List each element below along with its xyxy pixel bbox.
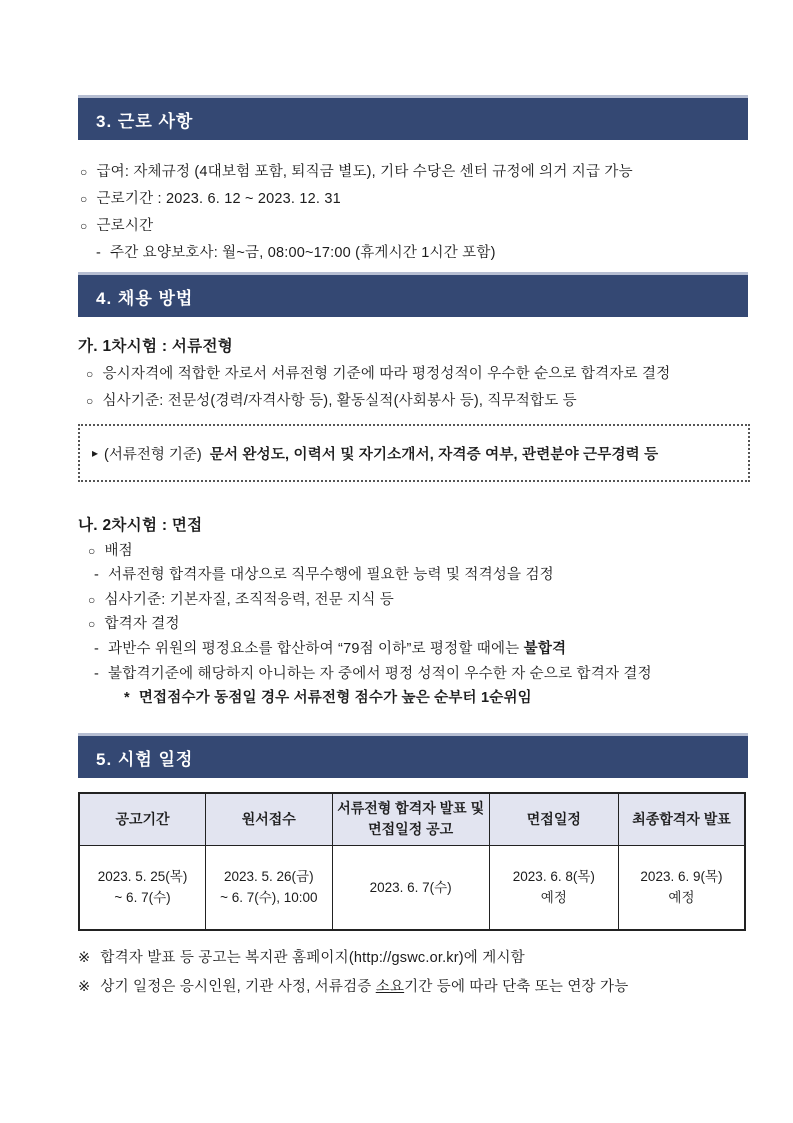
list-item-text: 배점 <box>104 542 133 559</box>
reference-mark-icon: ※ <box>78 950 91 966</box>
footnote-item <box>78 944 748 973</box>
section-title-work: 3. 근로 사항 <box>96 111 194 131</box>
circle-bullet-marker: ○ <box>80 192 88 206</box>
circle-bullet-marker: ○ <box>88 543 96 558</box>
dash-bullet-marker: - <box>94 567 100 584</box>
work-bullet-list <box>78 159 748 267</box>
circle-bullet-marker: ○ <box>86 367 94 381</box>
list-item <box>78 637 748 662</box>
table-header-row <box>79 793 745 845</box>
dash-bullet-marker: - <box>96 245 102 261</box>
list-item-text: 근로기간 : 2023. 6. 12 ~ 2023. 12. 31 <box>96 191 341 207</box>
list-item <box>78 662 748 687</box>
cell-doc-pass-announce: 2023. 6. 7(수) <box>332 845 489 930</box>
list-item <box>78 539 748 564</box>
circle-bullet-marker: ○ <box>88 592 96 607</box>
list-item <box>78 612 748 637</box>
col-header-final-announce: 최종합격자 발표 <box>618 793 745 845</box>
section-title-recruit: 4. 채용 방법 <box>96 288 194 308</box>
list-item-text: 심사기준: 기본자질, 조직적응력, 전문 지식 등 <box>104 591 395 608</box>
list-item-text: 과반수 위원의 평정요소를 합산하여 “79점 이하”로 평정할 때에는 불합격 <box>108 640 567 657</box>
list-item <box>78 186 748 213</box>
list-item <box>78 563 748 588</box>
criteria-box <box>78 424 750 482</box>
footnote-text: 상기 일정은 응시인원, 기관 사정, 서류검증 소요기간 등에 따라 단축 또는 연장 가능 <box>100 978 629 995</box>
reference-mark-icon: ※ <box>78 978 91 995</box>
col-header-notice-period: 공고기간 <box>79 793 206 845</box>
list-item-text: 응시자격에 적합한 자로서 서류전형 기준에 따라 평정성적이 우수한 순으로 합격자로 결정 <box>102 366 671 382</box>
section-header-recruit <box>78 272 748 317</box>
col-header-interview: 면접일정 <box>489 793 618 845</box>
list-item <box>78 240 748 267</box>
circle-bullet-marker: ○ <box>80 165 88 179</box>
dash-bullet-marker: - <box>94 640 100 657</box>
cell-notice-period: 2023. 5. 25(목) ~ 6. 7(수) <box>79 845 206 930</box>
footnotes <box>78 944 748 1001</box>
section-title-schedule: 5. 시험 일정 <box>96 749 194 769</box>
list-item <box>78 588 748 613</box>
first-exam-heading: 가. 1차시험 : 서류전형 <box>78 338 233 355</box>
cell-final-announce: 2023. 6. 9(목) 예정 <box>618 845 745 930</box>
section-header-schedule <box>78 733 748 778</box>
first-exam-block <box>78 333 748 415</box>
second-exam-block <box>78 514 748 711</box>
fail-bold-text: 불합격 <box>523 640 567 657</box>
footnote-item <box>78 973 748 1002</box>
circle-bullet-marker: ○ <box>80 219 88 233</box>
underlined-word: 소요 <box>375 978 405 995</box>
list-item <box>78 213 748 240</box>
criteria-label: (서류전형 기준) <box>104 446 202 463</box>
asterisk-marker: * <box>124 690 130 707</box>
circle-bullet-marker: ○ <box>88 617 96 632</box>
list-item <box>78 388 748 415</box>
col-header-application: 원서접수 <box>206 793 333 845</box>
list-item-text: 심사기준: 전문성(경력/자격사항 등), 활동실적(사회봉사 등), 직무적합도 등 <box>102 393 577 409</box>
list-item <box>78 361 748 388</box>
list-item <box>78 159 748 186</box>
list-item-text: 서류전형 합격자를 대상으로 직무수행에 필요한 능력 및 적격성을 검정 <box>108 567 554 584</box>
list-item-text: 합격자 결정 <box>104 616 180 633</box>
footnote-text: 합격자 발표 등 공고는 복지관 홈페이지(http://gswc.or.kr)에 게시함 <box>100 950 525 966</box>
col-header-doc-pass-announce: 서류전형 합격자 발표 및 면접일정 공고 <box>332 793 489 845</box>
list-item-tiebreak-note <box>78 686 748 711</box>
section-header-work <box>78 95 748 140</box>
list-item-text: 불합격기준에 해당하지 아니하는 자 중에서 평정 성적이 우수한 자 순으로 합격자 결정 <box>108 665 652 682</box>
table-row <box>79 845 745 930</box>
second-exam-heading: 나. 2차시험 : 면접 <box>78 517 203 534</box>
list-item-text: 근로시간 <box>96 218 154 234</box>
list-item-text: 급여: 자체규정 (4대보험 포함, 퇴직금 별도), 기타 수당은 센터 규정에 의거 지급 가능 <box>96 164 633 180</box>
circle-bullet-marker: ○ <box>86 394 94 408</box>
dash-bullet-marker: - <box>94 665 100 682</box>
schedule-table <box>78 792 746 931</box>
triangle-bullet-marker: ▸ <box>92 446 99 460</box>
list-item-text: 주간 요양보호사: 월~금, 08:00~17:00 (휴게시간 1시간 포함) <box>110 245 496 261</box>
cell-interview: 2023. 6. 8(목) 예정 <box>489 845 618 930</box>
criteria-bold-text: 문서 완성도, 이력서 및 자기소개서, 자격증 여부, 관련분야 근무경력 등 <box>209 446 659 463</box>
list-item-text: 면접점수가 동점일 경우 서류전형 점수가 높은 순부터 1순위임 <box>138 690 532 707</box>
cell-application: 2023. 5. 26(금) ~ 6. 7(수), 10:00 <box>206 845 333 930</box>
